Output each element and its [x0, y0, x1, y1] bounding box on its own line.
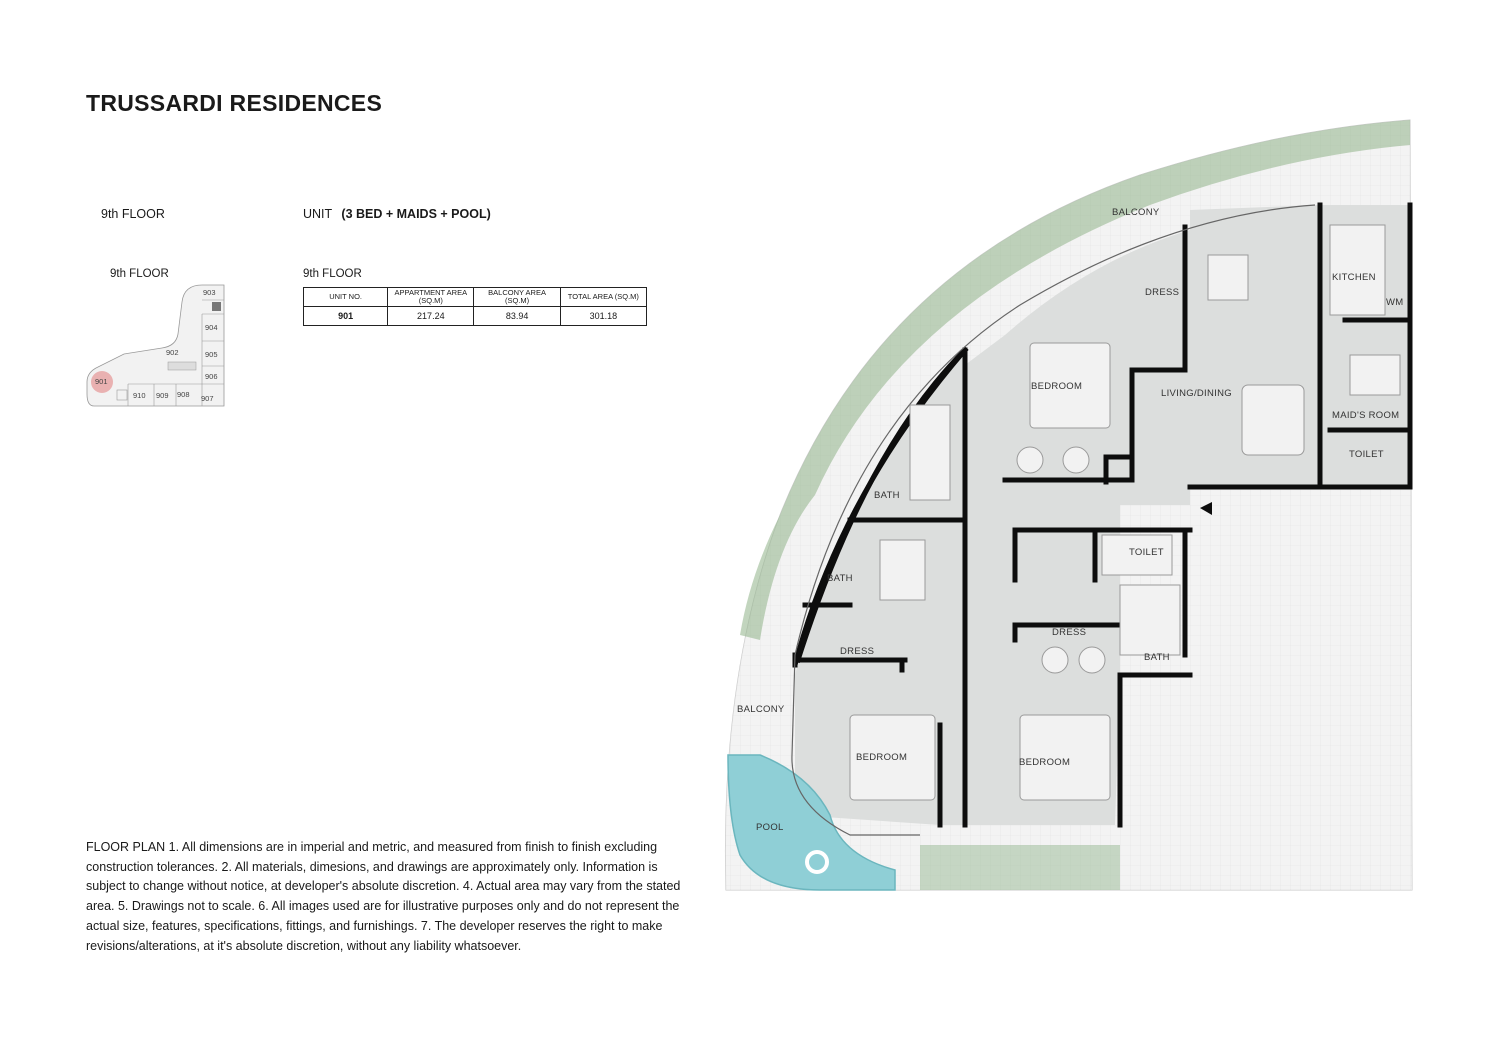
key-unit-908: 908: [177, 390, 190, 399]
key-unit-907: 907: [201, 394, 214, 403]
header-apartment-area: APPARTMENT AREA (SQ.M): [388, 288, 474, 307]
label-living-dining: LIVING/DINING: [1161, 388, 1232, 399]
floor-plan-notes: FLOOR PLAN 1. All dimensions are in imperial and metric, and measured from finish to finish excluding construction tolerances. 2. All materials, dimesions, and drawings are approximately only. Information is subject to change without notice, at developer's absolute discretion. 4. Actual area may vary from the stated area. 5. Drawings not to scale. 6. All images used are for illustrative purposes only and do not represent the actual size, features, specifications, fittings, and furnishings. 7. The developer reserves the right to make revisions/alterations, at it's absolute discretion, without any liability whatsoever.: [86, 840, 681, 953]
header-balcony-area: BALCONY AREA (SQ.M): [474, 288, 560, 307]
unit-type-heading: [303, 207, 491, 221]
header-total-area: TOTAL AREA (SQ.M): [560, 288, 646, 307]
key-unit-906: 906: [205, 372, 218, 381]
label-bath-1: BATH: [874, 490, 900, 501]
label-dress-2: DRESS: [1052, 627, 1087, 638]
key-unit-902: 902: [166, 348, 179, 357]
unit-prefix: UNIT: [303, 207, 332, 221]
label-balcony-top: BALCONY: [1112, 207, 1160, 218]
label-wm: WM: [1386, 297, 1404, 308]
label-bath-3: BATH: [1144, 652, 1170, 663]
label-dress-3: DRESS: [840, 646, 875, 657]
key-unit-909: 909: [156, 391, 169, 400]
label-balcony-left: BALCONY: [737, 704, 785, 715]
cell-unit-no: 901: [304, 307, 388, 326]
label-bedroom-3: BEDROOM: [1019, 757, 1071, 768]
planter-bottom: [920, 845, 1120, 890]
key-unit-904: 904: [205, 323, 218, 332]
area-table-label: 9th FLOOR: [303, 268, 362, 280]
unit-type: (3 BED + MAIDS + POOL): [341, 207, 491, 221]
cell-total-area: 301.18: [560, 307, 646, 326]
label-pool: POOL: [756, 822, 784, 833]
area-table-row: [304, 307, 647, 326]
header-unit-no: UNIT NO.: [304, 288, 388, 307]
key-unit-905: 905: [205, 350, 218, 359]
label-maids-room: MAID'S ROOM: [1332, 410, 1400, 421]
key-unit-903: 903: [203, 288, 216, 297]
key-plan-label: 9th FLOOR: [110, 268, 169, 280]
label-bedroom-1: BEDROOM: [1031, 381, 1083, 392]
key-unit-910: 910: [133, 391, 146, 400]
cell-apartment-area: 217.24: [388, 307, 474, 326]
label-bedroom-2: BEDROOM: [856, 752, 908, 763]
label-toilet-1: TOILET: [1349, 449, 1384, 460]
label-kitchen: KITCHEN: [1332, 272, 1376, 283]
page-title: TRUSSARDI RESIDENCES: [86, 90, 383, 116]
key-plan: [84, 282, 230, 412]
cell-balcony-area: 83.94: [474, 307, 560, 326]
label-dress-1: DRESS: [1145, 287, 1180, 298]
label-toilet-2: TOILET: [1129, 547, 1164, 558]
area-table: [303, 287, 647, 326]
area-table-header: [304, 288, 647, 307]
floor-plan: [720, 115, 1420, 905]
floor-label: 9th FLOOR: [101, 207, 165, 221]
key-unit-901: 901: [95, 377, 108, 386]
label-bath-2: BATH: [827, 573, 853, 584]
